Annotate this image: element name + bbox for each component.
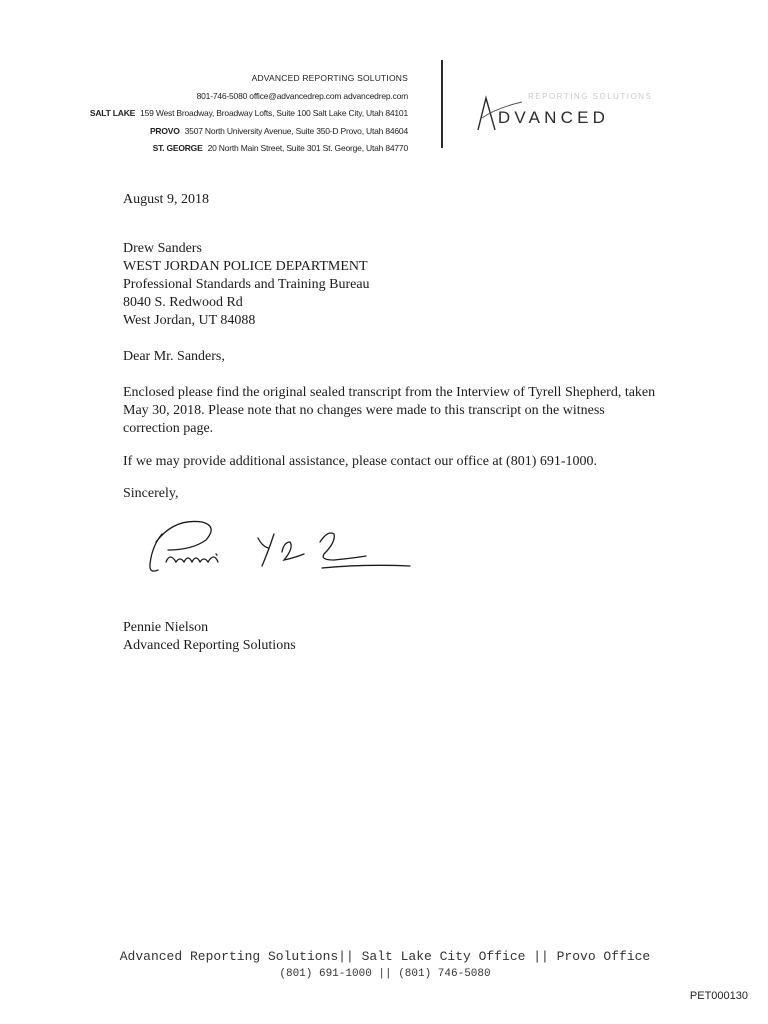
office-city: PROVO xyxy=(149,125,180,136)
salutation: Dear Mr. Sanders, xyxy=(123,349,225,364)
body-paragraph-1: Enclosed please find the original sealed transcript from the Interview of Tyrell Shepherd, taken May 30, 2018. Please note that no changes were made to this transcript on the witness correction page. xyxy=(123,385,656,436)
letterhead-contact-line: 801-746-5080 office@advancedrep.com advancedrep.com xyxy=(196,90,408,101)
advanced-logo-icon xyxy=(476,86,656,136)
footer-offices: Advanced Reporting Solutions|| Salt Lake City Office || Provo Office xyxy=(119,949,651,964)
office-city: ST. GEORGE xyxy=(152,143,203,153)
office-address: 159 West Broadway, Broadway Lofts, Suite 100 Salt Lake City, Utah 84101 xyxy=(140,108,408,118)
signer-company: Advanced Reporting Solutions xyxy=(123,638,296,653)
logo-wordmark-text: DVANCED xyxy=(497,108,610,127)
letter-body xyxy=(123,191,663,503)
bates-number: PET000130 xyxy=(689,990,748,1002)
office-address: 20 North Main Street, Suite 301 St. George, Utah 84770 xyxy=(207,143,408,153)
letterhead-contact-block xyxy=(88,70,408,158)
letterhead-company-name: ADVANCED REPORTING SOLUTIONS xyxy=(251,73,408,83)
recipient-name: Drew Sanders xyxy=(123,241,202,256)
office-address: 3507 North University Avenue, Suite 350-D Provo, Utah 84604 xyxy=(184,125,408,136)
letterhead-office-salt-lake xyxy=(88,105,408,123)
recipient-street: 8040 S. Redwood Rd xyxy=(123,295,243,310)
footer-phones: (801) 691-1000 || (801) 746-5080 xyxy=(279,968,491,980)
recipient-block xyxy=(123,240,663,330)
recipient-organization: WEST JORDAN POLICE DEPARTMENT xyxy=(123,259,368,274)
logo-tagline: REPORTING SOLUTIONS xyxy=(528,92,653,101)
body-paragraph-2: If we may provide additional assistance, please contact our office at (801) 691-1000. xyxy=(123,454,598,469)
recipient-bureau: Professional Standards and Training Bureau xyxy=(123,277,370,292)
letterhead-office-st-george xyxy=(88,140,408,158)
letter-date: August 9, 2018 xyxy=(123,192,209,207)
signer-block xyxy=(123,619,296,655)
letterhead-office-provo xyxy=(88,123,408,141)
signer-name: Pennie Nielson xyxy=(123,620,209,635)
letterhead-divider xyxy=(441,60,443,148)
logo-wordmark xyxy=(480,108,609,128)
office-city: SALT LAKE xyxy=(89,108,136,118)
handwritten-signature xyxy=(144,512,414,582)
page-footer xyxy=(100,949,670,981)
closing: Sincerely, xyxy=(123,486,179,501)
recipient-city: West Jordan, UT 84088 xyxy=(123,313,256,328)
